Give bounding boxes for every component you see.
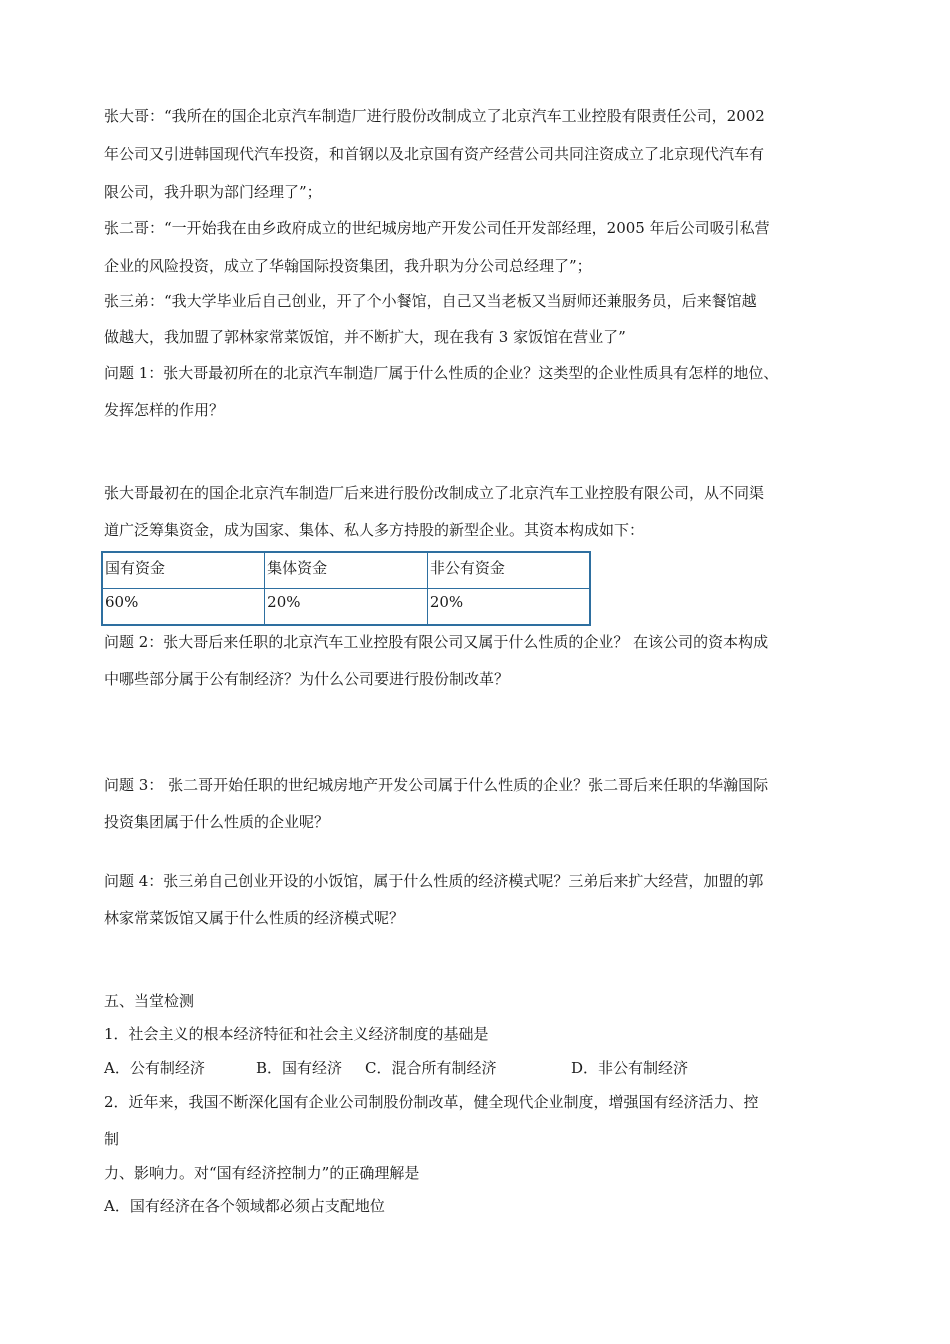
para-zhang-third-line-1: 张三弟：“我大学毕业后自己创业，开了个小餐馆，自己又当老板又当厨师还兼服务员，后来餐馆越 [104, 292, 757, 310]
test-item-1-option-d: D．非公有制经济 [571, 1059, 689, 1077]
test-item-2-option-a: A．国有经济在各个领域都必须占支配地位 [104, 1197, 385, 1215]
table-cell: 20% [265, 589, 428, 626]
test-item-2-line-3: 力、影响力。对“国有经济控制力”的正确理解是 [104, 1164, 420, 1182]
table-header-cell: 非公有资金 [427, 552, 590, 589]
test-item-1-option-c: C．混合所有制经济 [365, 1059, 497, 1077]
section-title: 五、当堂检测 [104, 992, 195, 1010]
question-1-line-1: 问题 1：张大哥最初所在的北京汽车制造厂属于什么性质的企业？这类型的企业性质具有怎样的地位、 [104, 364, 779, 382]
question-3-line-2: 投资集团属于什么性质的企业呢？ [104, 813, 330, 831]
para-zhang-elder-line-1: 张大哥：“我所在的国企北京汽车制造厂进行股份改制成立了北京汽车工业控股有限责任公司，2002 [104, 107, 765, 125]
table-header-cell: 国有资金 [102, 552, 265, 589]
para-zhang-elder-line-3: 限公司，我升职为部门经理了”； [104, 183, 322, 201]
test-item-1-option-a: A．公有制经济 [104, 1059, 205, 1077]
table-row [102, 589, 590, 626]
para-capital-line-1: 张大哥最初在的国企北京汽车制造厂后来进行股份改制成立了北京汽车工业控股有限公司，从不同渠 [104, 484, 765, 502]
test-item-1-option-b: B．国有经济 [256, 1059, 343, 1077]
question-3-line-1: 问题 3： 张二哥开始任职的世纪城房地产开发公司属于什么性质的企业？张二哥后来任职的华瀚国际 [104, 776, 769, 794]
para-zhang-second-line-1: 张二哥：“一开始我在由乡政府成立的世纪城房地产开发公司任开发部经理，2005 年后公司吸引私营 [104, 219, 770, 237]
para-zhang-elder-line-2: 年公司又引进韩国现代汽车投资，和首钢以及北京国有资产经营公司共同注资成立了北京现代汽车有 [104, 145, 765, 163]
test-item-2-line-1: 2．近年来，我国不断深化国有企业公司制股份制改革，健全现代企业制度，增强国有经济活力、控 [104, 1093, 759, 1111]
question-1-line-2: 发挥怎样的作用？ [104, 401, 225, 419]
question-4-line-2: 林家常菜饭馆又属于什么性质的经济模式呢？ [104, 909, 405, 927]
table-header-row [102, 552, 590, 589]
table-header-cell: 集体资金 [265, 552, 428, 589]
question-2-line-2: 中哪些部分属于公有制经济？为什么公司要进行股份制改革？ [104, 670, 510, 688]
test-item-1: 1．社会主义的根本经济特征和社会主义经济制度的基础是 [104, 1025, 489, 1043]
table-cell: 20% [427, 589, 590, 626]
para-zhang-second-line-2: 企业的风险投资，成立了华翰国际投资集团，我升职为分公司总经理了”； [104, 257, 592, 275]
capital-structure-table [101, 551, 591, 626]
table-cell: 60% [102, 589, 265, 626]
question-2-line-1: 问题 2：张大哥后来任职的北京汽车工业控股有限公司又属于什么性质的企业？ 在该公司的资本构成 [104, 633, 769, 651]
para-capital-line-2: 道广泛筹集资金，成为国家、集体、私人多方持股的新型企业。其资本构成如下： [104, 521, 645, 539]
para-zhang-third-line-2: 做越大，我加盟了郭林家常菜饭馆，并不断扩大，现在我有 3 家饭馆在营业了” [104, 328, 626, 346]
question-4-line-1: 问题 4：张三弟自己创业开设的小饭馆，属于什么性质的经济模式呢？三弟后来扩大经营，加盟的郭 [104, 872, 764, 890]
test-item-2-line-2: 制 [104, 1130, 120, 1148]
